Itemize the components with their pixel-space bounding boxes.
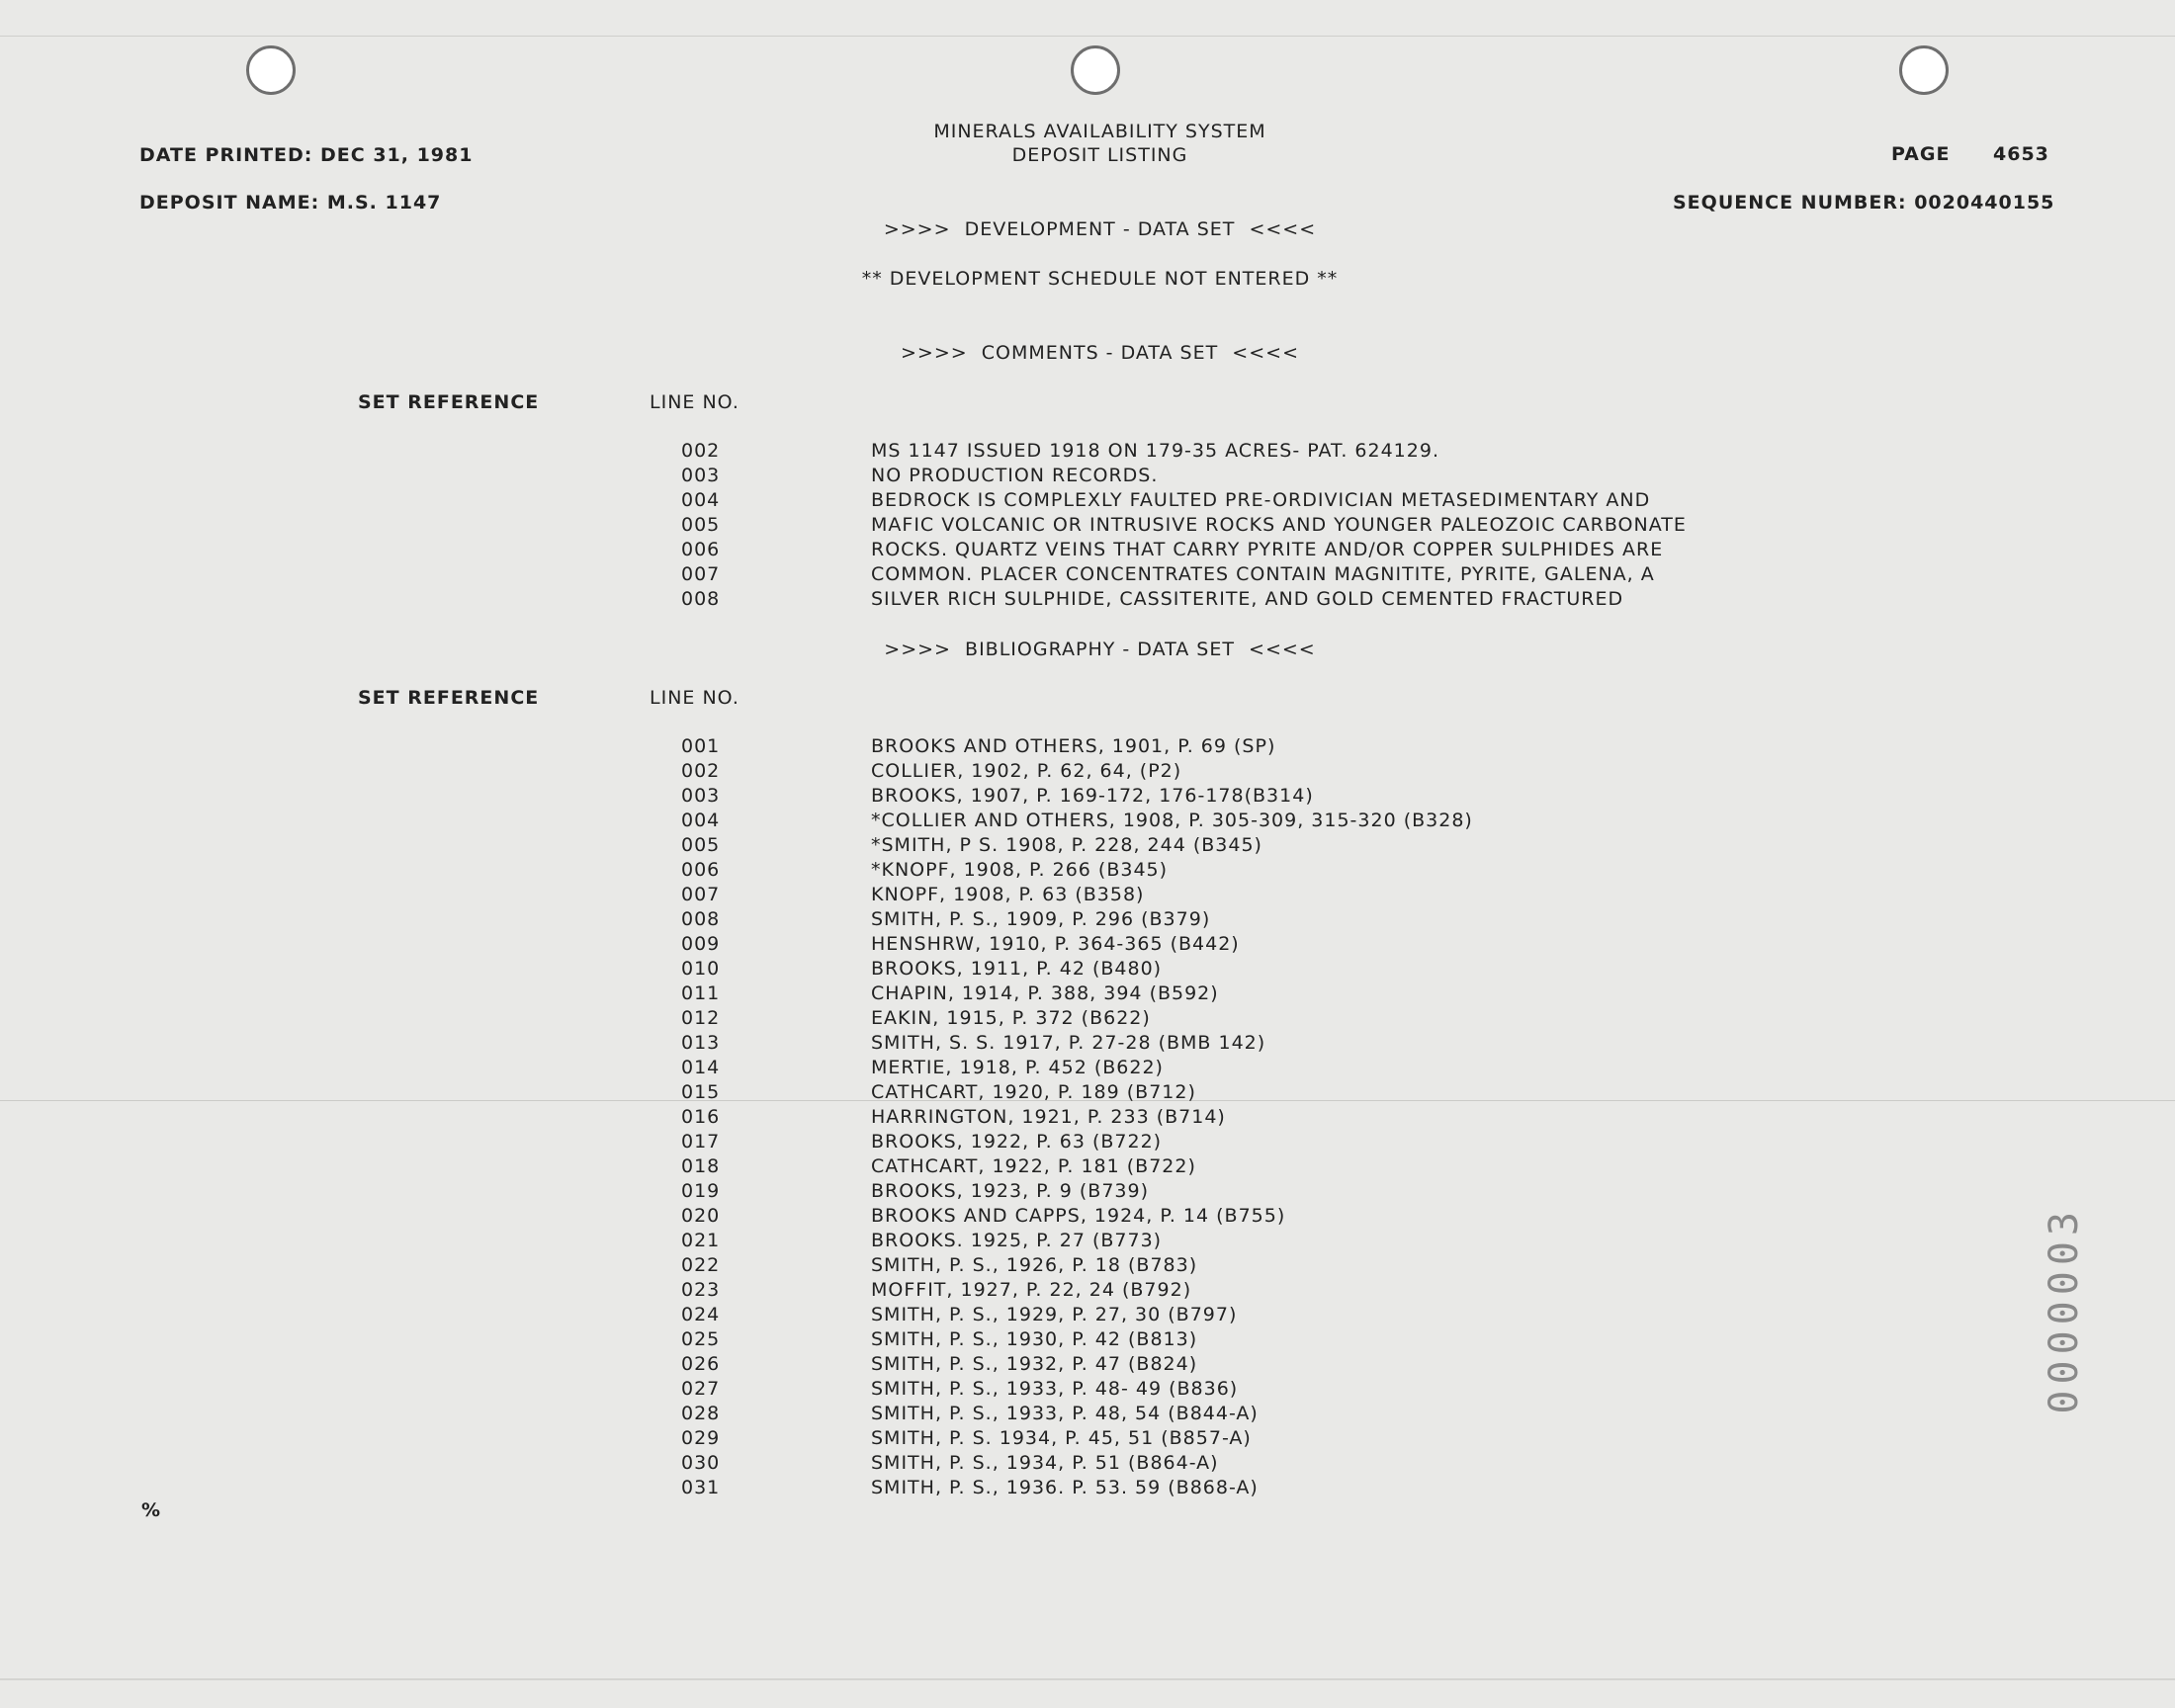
sheet-top-edge [0,36,2175,37]
line-text: BEDROCK IS COMPLEXLY FAULTED PRE-ORDIVICIAN METASEDIMENTARY AND [871,489,1651,511]
line-number: 002 [681,760,721,782]
line-number: 011 [681,982,721,1004]
line-number: 013 [681,1032,721,1054]
bibliography-col-line-no: LINE NO. [650,687,740,709]
sequence-number: SEQUENCE NUMBER: 0020440155 [1673,192,2055,214]
line-text: NO PRODUCTION RECORDS. [871,465,1159,486]
line-number: 019 [681,1180,721,1202]
sheet-bottom-edge [0,1678,2175,1680]
system-title: MINERALS AVAILABILITY SYSTEM [933,121,1266,142]
line-number: 020 [681,1205,721,1227]
line-text: SMITH, P. S., 1926, P. 18 (B783) [871,1254,1198,1276]
line-number: 010 [681,958,721,980]
line-text: SILVER RICH SULPHIDE, CASSITERITE, AND GOLD CEMENTED FRACTURED [871,588,1624,610]
line-number: 015 [681,1081,721,1103]
line-number: 006 [681,859,721,881]
line-number: 028 [681,1403,721,1424]
line-number: 009 [681,933,721,955]
line-number: 016 [681,1106,721,1128]
line-text: BROOKS, 1907, P. 169-172, 176-178(B314) [871,785,1314,807]
line-text: SMITH, P. S., 1933, P. 48, 54 (B844-A) [871,1403,1259,1424]
line-text: CATHCART, 1920, P. 189 (B712) [871,1081,1196,1103]
comments-col-set-reference: SET REFERENCE [358,391,540,413]
line-text: CHAPIN, 1914, P. 388, 394 (B592) [871,982,1219,1004]
development-note: ** DEVELOPMENT SCHEDULE NOT ENTERED ** [861,268,1339,290]
line-text: *COLLIER AND OTHERS, 1908, P. 305-309, 315-320 (B328) [871,810,1473,831]
line-number: 014 [681,1057,721,1078]
line-number: 003 [681,465,721,486]
line-number: 021 [681,1230,721,1251]
line-text: COMMON. PLACER CONCENTRATES CONTAIN MAGNITITE, PYRITE, GALENA, A [871,563,1655,585]
page-label: PAGE [1891,143,1951,165]
line-text: SMITH, P. S. 1934, P. 45, 51 (B857-A) [871,1427,1252,1449]
line-number: 012 [681,1007,721,1029]
date-printed: DATE PRINTED: DEC 31, 1981 [139,144,474,166]
line-text: EAKIN, 1915, P. 372 (B622) [871,1007,1151,1029]
line-text: BROOKS, 1911, P. 42 (B480) [871,958,1163,980]
line-text: HENSHRW, 1910, P. 364-365 (B442) [871,933,1240,955]
listing-title: DEPOSIT LISTING [1011,144,1188,166]
line-text: MERTIE, 1918, P. 452 (B622) [871,1057,1164,1078]
line-text: SMITH, P. S., 1936. P. 53. 59 (B868-A) [871,1477,1259,1498]
line-number: 004 [681,810,721,831]
line-number: 026 [681,1353,721,1375]
line-text: MS 1147 ISSUED 1918 ON 179-35 ACRES- PAT. 624129. [871,440,1439,462]
line-text: SMITH, P. S., 1929, P. 27, 30 (B797) [871,1304,1238,1325]
line-number: 029 [681,1427,721,1449]
line-text: BROOKS, 1923, P. 9 (B739) [871,1180,1150,1202]
line-text: MOFFIT, 1927, P. 22, 24 (B792) [871,1279,1192,1301]
line-number: 005 [681,514,721,536]
line-text: SMITH, P. S., 1934, P. 51 (B864-A) [871,1452,1219,1474]
line-number: 005 [681,834,721,856]
binder-hole-right [1899,45,1949,95]
line-text: ROCKS. QUARTZ VEINS THAT CARRY PYRITE AND/OR COPPER SULPHIDES ARE [871,539,1664,560]
line-text: BROOKS. 1925, P. 27 (B773) [871,1230,1163,1251]
line-number: 025 [681,1328,721,1350]
line-text: KNOPF, 1908, P. 63 (B358) [871,884,1145,905]
line-text: MAFIC VOLCANIC OR INTRUSIVE ROCKS AND YOUNGER PALEOZOIC CARBONATE [871,514,1687,536]
line-text: BROOKS AND CAPPS, 1924, P. 14 (B755) [871,1205,1286,1227]
line-number: 017 [681,1131,721,1153]
line-number: 027 [681,1378,721,1400]
line-text: SMITH, S. S. 1917, P. 27-28 (BMB 142) [871,1032,1266,1054]
line-number: 008 [681,588,721,610]
binder-hole-center [1071,45,1120,95]
line-number: 024 [681,1304,721,1325]
line-number: 018 [681,1155,721,1177]
line-text: *KNOPF, 1908, P. 266 (B345) [871,859,1169,881]
frame-number-stamp: 0000003 [2042,1206,2087,1414]
bibliography-col-set-reference: SET REFERENCE [358,687,540,709]
line-number: 003 [681,785,721,807]
line-number: 023 [681,1279,721,1301]
line-text: HARRINGTON, 1921, P. 233 (B714) [871,1106,1226,1128]
page-number: 4653 [1993,143,2049,165]
line-text: SMITH, P. S., 1930, P. 42 (B813) [871,1328,1198,1350]
line-text: CATHCART, 1922, P. 181 (B722) [871,1155,1196,1177]
line-number: 004 [681,489,721,511]
binder-hole-left [246,45,296,95]
line-text: *SMITH, P S. 1908, P. 228, 244 (B345) [871,834,1262,856]
line-number: 007 [681,884,721,905]
line-number: 022 [681,1254,721,1276]
line-text: BROOKS, 1922, P. 63 (B722) [871,1131,1163,1153]
bibliography-section-title: >>>> BIBLIOGRAPHY - DATA SET <<<< [884,639,1316,660]
line-text: SMITH, P. S., 1933, P. 48- 49 (B836) [871,1378,1239,1400]
line-text: BROOKS AND OTHERS, 1901, P. 69 (SP) [871,735,1276,757]
line-text: SMITH, P. S., 1909, P. 296 (B379) [871,908,1211,930]
percent-mark: % [141,1499,162,1521]
development-section-title: >>>> DEVELOPMENT - DATA SET <<<< [883,218,1317,240]
line-number: 031 [681,1477,721,1498]
comments-col-line-no: LINE NO. [650,391,740,413]
line-number: 001 [681,735,721,757]
line-text: COLLIER, 1902, P. 62, 64, (P2) [871,760,1182,782]
deposit-name: DEPOSIT NAME: M.S. 1147 [139,192,442,214]
line-number: 008 [681,908,721,930]
line-number: 030 [681,1452,721,1474]
line-number: 002 [681,440,721,462]
line-text: SMITH, P. S., 1932, P. 47 (B824) [871,1353,1198,1375]
line-number: 006 [681,539,721,560]
line-number: 007 [681,563,721,585]
comments-section-title: >>>> COMMENTS - DATA SET <<<< [900,342,1299,364]
